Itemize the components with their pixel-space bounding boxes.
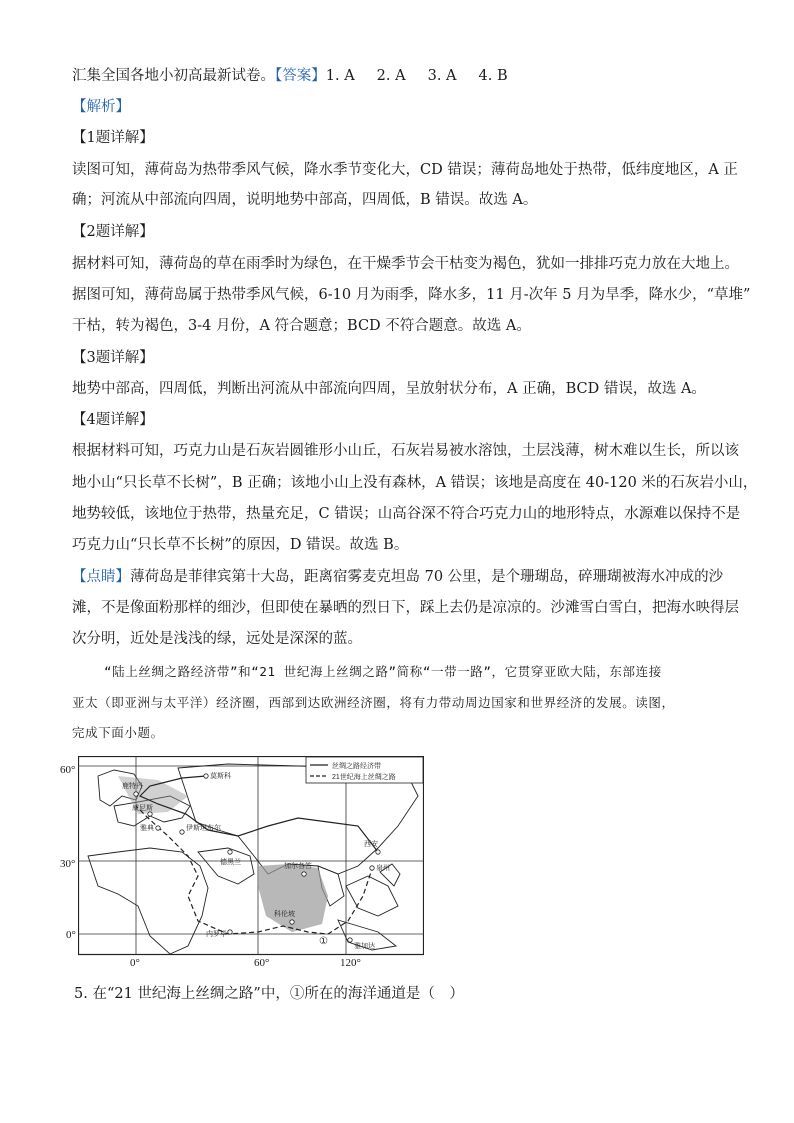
tip-tag: 【点睛】 (72, 569, 130, 585)
q4-line: 巧克力山“只长草不长树”的原因，D 错误。故选 B。 (72, 537, 409, 553)
lat-label-0: 0° (66, 929, 76, 941)
answer-4: 4. B (478, 68, 508, 84)
lon-label-60: 60° (254, 957, 270, 969)
place-label: 鹿特丹 (122, 783, 143, 790)
place-label: 伊斯坦布尔 (186, 825, 221, 832)
q3-heading: 【3题详解】 (72, 350, 154, 366)
lat-label-30: 30° (60, 858, 76, 870)
city-quanzhou-dot (370, 866, 374, 870)
tip-text: 薄荷岛是菲律宾第十大岛，距离宿雾麦克坦岛 70 公里，是个珊瑚岛，碎珊瑚被海水冲成的沙 (130, 569, 724, 585)
city-istanbul-dot (180, 830, 184, 834)
city-jakarta-dot (348, 938, 352, 942)
city-tehran-dot (228, 850, 232, 854)
city-kolkata-dot (302, 872, 306, 876)
intro-line: “陆上丝绸之路经济带”和“21 世纪海上丝绸之路”简称“一带一路”，它贯穿亚欧大陆，东部连接 (104, 664, 662, 679)
q4-line: 地小山“只长草不长树”，B 正确；该地小山上没有森林，A 错误；该地是高度在 40-120 米的石灰岩小山， (72, 475, 758, 491)
analysis-heading: 【解析】 (72, 99, 130, 115)
q4-line: 地势较低，该地位于热带，热量充足，C 错误；山高谷深不符合巧克力山的地形特点，水源难以保持不是 (72, 506, 741, 522)
q2-line: 干枯，转为褐色，3-4 月份，A 符合题意；BCD 不符合题意。故选 A。 (72, 318, 531, 334)
city-xian-dot (376, 850, 380, 854)
place-label: 加尔各答 (284, 863, 312, 870)
city-nairobi-dot (228, 930, 232, 934)
q1-line: 确；河流从中部流向四周，说明地势中部高，四周低，B 错误。故选 A。 (72, 192, 538, 208)
place-label: 德黑兰 (220, 859, 241, 866)
city-moscow-dot (204, 774, 208, 778)
q2-line: 据图可知，薄荷岛属于热带季风气候，6-10 月为雨季，降水多，11 月-次年 5 月为旱季，降水少，“草堆” (72, 287, 751, 303)
lon-label-120: 120° (340, 957, 361, 969)
q1-line: 读图可知，薄荷岛为热带季风气候，降水季节变化大，CD 错误；薄荷岛地处于热带，低纬度地区，A 正 (72, 162, 738, 178)
place-label: 雅典 (140, 825, 154, 832)
q5-question: 5. 在“21 世纪海上丝绸之路”中，①所在的海洋通道是（ ） (74, 986, 464, 1002)
marker-1: ① (319, 936, 328, 947)
place-label: 西安 (364, 841, 378, 848)
city-colombo-dot (290, 920, 294, 924)
answer-tag: 【答案】 (275, 68, 326, 84)
q4-line: 根据材料可知，巧克力山是石灰岩圆锥形小山丘，石灰岩易被水溶蚀，土层浅薄，树木难以生长，所以该 (72, 443, 739, 459)
place-label: 威尼斯 (132, 805, 153, 812)
answer-2: 2. A (376, 68, 406, 84)
place-label: 科伦坡 (274, 911, 295, 918)
place-label: 泉州 (376, 865, 390, 872)
q4-heading: 【4题详解】 (72, 412, 154, 428)
city-venice-dot (148, 812, 152, 816)
lat-label-60: 60° (60, 764, 76, 776)
tip-line: 滩，不是像面粉那样的细沙，但即使在暴晒的烈日下，踩上去仍是凉凉的。沙滩雪白雪白，把海水映得层 (72, 600, 739, 616)
answer-1: 1. A (325, 68, 355, 84)
tip-line (72, 567, 723, 587)
answer-line (72, 66, 508, 86)
place-label: 莫斯科 (210, 773, 231, 780)
place-label: 雅加达 (354, 943, 375, 950)
city-athens-dot (156, 826, 160, 830)
legend-sea-route: 21世纪海上丝绸之路 (332, 774, 396, 781)
answer-3: 3. A (427, 68, 457, 84)
q1-heading: 【1题详解】 (72, 130, 154, 146)
map-legend (306, 757, 423, 783)
place-label: 内罗毕 (206, 931, 227, 938)
legend-land-route: 丝绸之路经济带 (332, 763, 381, 770)
answer-prefix: 汇集全国各地小初高最新试卷。 (72, 68, 275, 84)
silk-road-map (78, 756, 424, 970)
lon-label-0: 0° (130, 957, 140, 969)
tip-line: 次分明，近处是浅浅的绿，远处是深深的蓝。 (72, 631, 362, 647)
q2-heading: 【2题详解】 (72, 224, 154, 240)
city-rotterdam-dot (134, 792, 138, 796)
q2-line: 据材料可知，薄荷岛的草在雨季时为绿色，在干燥季节会干枯变为褐色，犹如一排排巧克力放在大地上。 (72, 256, 739, 272)
intro-line: 亚太（即亚洲与太平洋）经济圈，西部到达欧洲经济圈，将有力带动周边国家和世界经济的发展。读图， (72, 695, 675, 710)
q3-line: 地势中部高，四周低，判断出河流从中部流向四周，呈放射状分布，A 正确，BCD 错误，故选 A。 (72, 381, 706, 397)
intro-line: 完成下面小题。 (72, 725, 164, 740)
